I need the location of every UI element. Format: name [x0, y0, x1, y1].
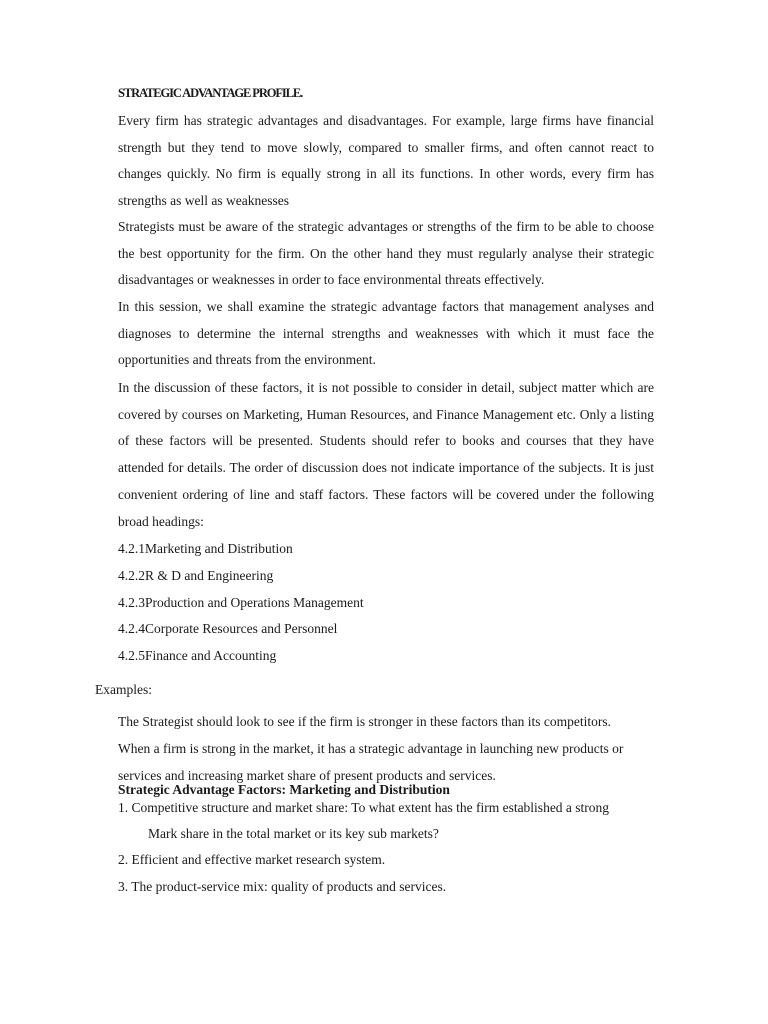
- paragraph-1: Every firm has strategic advantages and disadvantages. For example, large firms have financial strength but they tend to move slowly, compared to smaller firms, and often cannot react to changes quickly. No firm is equally strong in all its functions. In other words, every firm has strengths as well as weaknesses: [118, 113, 654, 209]
- list-item: 4.2.5Finance and Accounting: [118, 648, 277, 664]
- paragraph-4: In the discussion of these factors, it is not possible to consider in detail, subject matter which are covered by courses on Marketing, Human Resources, and Finance Management etc. Only a listing of these factors will be presented. Students should refer to books and courses that they have attended for details. The order of discussion does not indicate importance of the subjects. It is just convenient ordering of line and staff factors. These factors will be covered under the following broad headings:: [118, 380, 654, 529]
- factor-item-1-continued: Mark share in the total market or its key sub markets?: [148, 826, 439, 841]
- examples-label: Examples:: [95, 682, 152, 697]
- list-item: 4.2.3Production and Operations Management: [118, 594, 364, 610]
- factor-item-2: 2. Efficient and effective market research system.: [118, 852, 386, 867]
- document-heading: STRATEGIC ADVANTAGE PROFILE.: [118, 86, 303, 100]
- examples-text: [118, 708, 658, 789]
- factor-item-1: 1. Competitive structure and market share: To what extent has the firm established a strong: [118, 800, 610, 815]
- examples-sentence-2: When a firm is strong in the market, it has a strategic advantage in launching new products or services and increasing market share of present products and services.: [118, 741, 624, 783]
- list-item: 4.2.4Corporate Resources and Personnel: [118, 621, 338, 637]
- paragraph-2: Strategists must be aware of the strategic advantages or strengths of the firm to be able to choose the best opportunity for the firm. On the other hand they must regularly analyse their strategic disadvantages or weaknesses in order to face environmental threats effectively.: [118, 219, 654, 288]
- section-subheading: Strategic Advantage Factors: Marketing and Distribution: [118, 782, 450, 797]
- list-item: 4.2.2R & D and Engineering: [118, 567, 274, 583]
- list-item: 4.2.1Marketing and Distribution: [118, 541, 293, 556]
- factor-item-3: 3. The product-service mix: quality of products and services.: [118, 879, 447, 894]
- examples-sentence-1: The Strategist should look to see if the firm is stronger in these factors than its competitors.: [118, 714, 612, 729]
- paragraph-3: In this session, we shall examine the strategic advantage factors that management analyses and diagnoses to determine the internal strengths and weaknesses with which it must face the opportunities and threats from the environment.: [118, 299, 654, 368]
- headings-list: [118, 536, 364, 670]
